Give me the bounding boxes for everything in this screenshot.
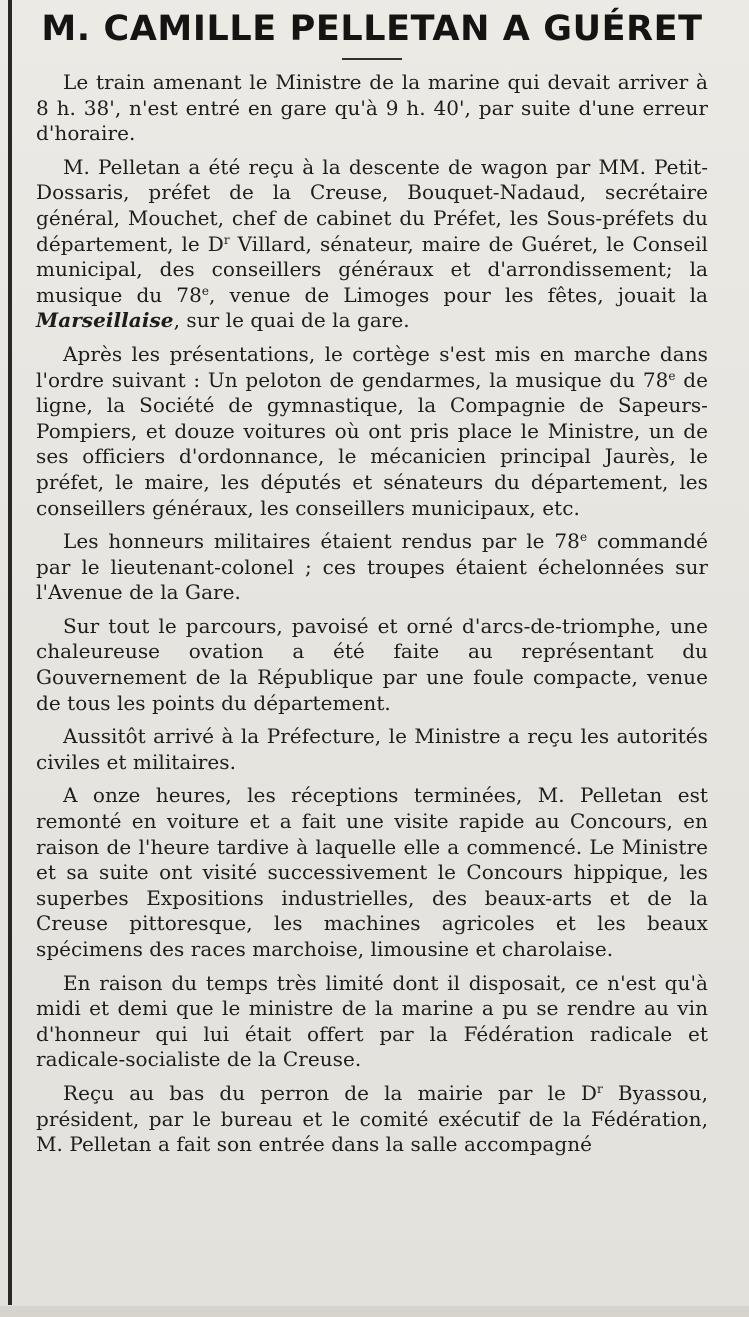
paragraph-4-sup-1: e — [579, 530, 588, 545]
paragraph-4 — [36, 529, 708, 606]
paragraph-3-text-1: Après les présentations, le cortège s'est mis en marche dans l'ordre suivant : Un peloton de gendarmes, la musique du 78 — [36, 341, 708, 392]
paragraph-3-text-2: de ligne, la Société de gymnastique, la Compagnie de Sapeurs-Pompiers, et douze voitures où ont pris place le Ministre, un de ses officiers d'ordonnance, le mécanicien principal Jaurès, le préfet, le maire, les députés et sénateurs du département, les conseillers généraux, les conseillers municipaux, etc. — [36, 367, 708, 520]
article — [36, 8, 708, 1158]
paragraph-9-text-2: Byassou, président, par le bureau et le comité exécutif de la Fédération, M. Pelletan a fait son entrée dans la salle accompagné — [36, 1080, 709, 1157]
paragraph-8: En raison du temps très limité dont il disposait, ce n'est qu'à midi et demi que le ministre de la marine a pu se rendre au vin d'honneur qui lui était offert par la Fédération radicale et radicale-socialiste de la Creuse. — [36, 970, 708, 1072]
paragraph-3-sup-1: e — [668, 368, 676, 383]
paragraph-3 — [36, 342, 708, 521]
paragraph-2-text-3: , venue de Limoges pour les fêtes, jouait la — [209, 282, 708, 307]
paragraph-5: Sur tout le parcours, pavoisé et orné d'arcs-de-triomphe, une chaleureuse ovation a été faite au représentant du Gouvernement de la République par une foule compacte, venue de tous les points du département. — [36, 613, 708, 715]
paragraph-2 — [36, 155, 708, 334]
paragraph-4-text-2: commandé par le lieutenant-colonel ; ces troupes étaient échelonnées sur l'Avenue de la Gare. — [36, 529, 708, 605]
page-bottom-edge — [0, 1306, 749, 1317]
paragraph-2-sup-2: e — [201, 283, 210, 298]
article-headline: M. CAMILLE PELLETAN A GUÉRET — [41, 9, 703, 49]
paragraph-9-sup-1: r — [597, 1081, 603, 1096]
paragraph-4-text-1: Les honneurs militaires étaient rendus par le 78 — [63, 529, 580, 554]
paragraph-2-text-4: , sur le quai de la gare. — [173, 308, 410, 333]
paragraph-6: Aussitôt arrivé à la Préfecture, le Ministre a reçu les autorités civiles et militaires. — [36, 724, 708, 774]
paragraph-2-text-1: M. Pelletan a été reçu à la descente de wagon par MM. Petit-Dossaris, préfet de la Creuse, Bouquet-Nadaud, secrétaire général, Mouchet, chef de cabinet du Préfet, les Sous-préfets du département, le D — [36, 154, 708, 256]
paragraph-9-text-1: Reçu au bas du perron de la mairie par le D — [63, 1080, 598, 1105]
headline-rule — [342, 58, 402, 60]
paragraph-2-italic: Marseillaise — [36, 308, 174, 333]
paragraph-2-text-2: Villard, sénateur, maire de Guéret, le Conseil municipal, des conseillers généraux et d'arrondissement; la musique du 78 — [36, 231, 708, 307]
paragraph-2-sup-1: r — [223, 232, 230, 247]
column-rule — [8, 0, 12, 1305]
paragraph-9 — [36, 1081, 708, 1158]
paragraph-7: A onze heures, les réceptions terminées, M. Pelletan est remonté en voiture et a fait une visite rapide au Concours, en raison de l'heure tardive à laquelle elle a commencé. Le Ministre et sa suite ont visité successivement le Concours hippique, les superbes Expositions industrielles, des beaux-arts et de la Creuse pittoresque, les machines agricoles et les beaux spécimens des races marchoise, limousine et charolaise. — [36, 783, 708, 961]
paragraph-1: Le train amenant le Ministre de la marine qui devait arriver à 8 h. 38', n'est entré en gare qu'à 9 h. 40', par suite d'une erreur d'horaire. — [36, 70, 708, 146]
